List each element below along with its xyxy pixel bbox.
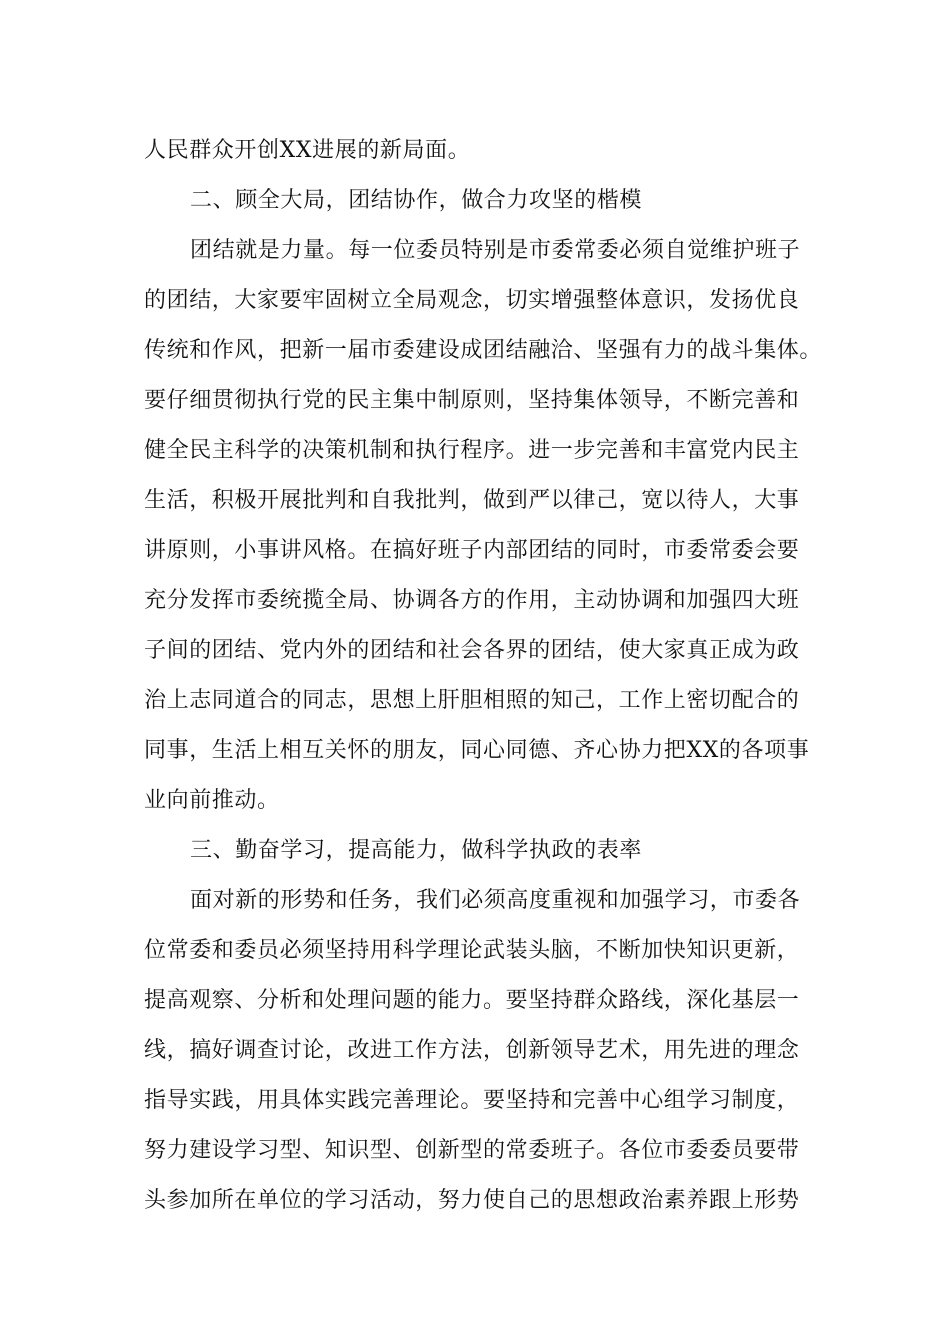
text-line: 治上志同道合的同志，思想上肝胆相照的知己，工作上密切配合的	[144, 688, 800, 713]
text-line: 要仔细贯彻执行党的民主集中制原则，坚持集体领导，不断完善和	[144, 388, 800, 413]
text-line: 提高观察、分析和处理问题的能力。要坚持群众路线，深化基层一	[144, 988, 800, 1013]
text-line: 努力建设学习型、知识型、创新型的常委班子。各位市委委员要带	[144, 1138, 800, 1163]
text-line: 头参加所在单位的学习活动，努力使自己的思想政治素养跟上形势	[144, 1188, 800, 1213]
text-line: 子间的团结、党内外的团结和社会各界的团结，使大家真正成为政	[144, 638, 800, 663]
text-line: 充分发挥市委统揽全局、协调各方的作用，主动协调和加强四大班	[144, 588, 800, 613]
text-line: 线，搞好调查讨论，改进工作方法，创新领导艺术，用先进的理念	[144, 1038, 800, 1063]
text-line: 业向前推动。	[144, 788, 280, 813]
text-line: 传统和作风，把新一届市委建设成团结融洽、坚强有力的战斗集体。	[144, 338, 823, 363]
text-line: 团结就是力量。每一位委员特别是市委常委必须自觉维护班子	[190, 238, 801, 263]
text-line: 的团结，大家要牢固树立全局观念，切实增强整体意识，发扬优良	[144, 288, 800, 313]
text-line: 健全民主科学的决策机制和执行程序。进一步完善和丰富党内民主	[144, 438, 800, 463]
text-line: 生活，积极开展批判和自我批判，做到严以律己，宽以待人，大事	[144, 488, 800, 513]
text-line: 位常委和委员必须坚持用科学理论武装头脑，不断加快知识更新，	[144, 938, 800, 963]
section-heading: 三、勤奋学习，提高能力，做科学执政的表率	[190, 838, 643, 863]
section-heading: 二、顾全大局，团结协作，做合力攻坚的楷模	[190, 188, 643, 213]
text-line: 同事，生活上相互关怀的朋友，同心同德、齐心协力把XX的各项事	[144, 738, 810, 763]
text-line: 人民群众开创XX进展的新局面。	[144, 138, 471, 163]
text-line: 讲原则，小事讲风格。在搞好班子内部团结的同时，市委常委会要	[144, 538, 800, 563]
text-line: 面对新的形势和任务，我们必须高度重视和加强学习，市委各	[190, 888, 801, 913]
text-line: 指导实践，用具体实践完善理论。要坚持和完善中心组学习制度，	[144, 1088, 800, 1113]
